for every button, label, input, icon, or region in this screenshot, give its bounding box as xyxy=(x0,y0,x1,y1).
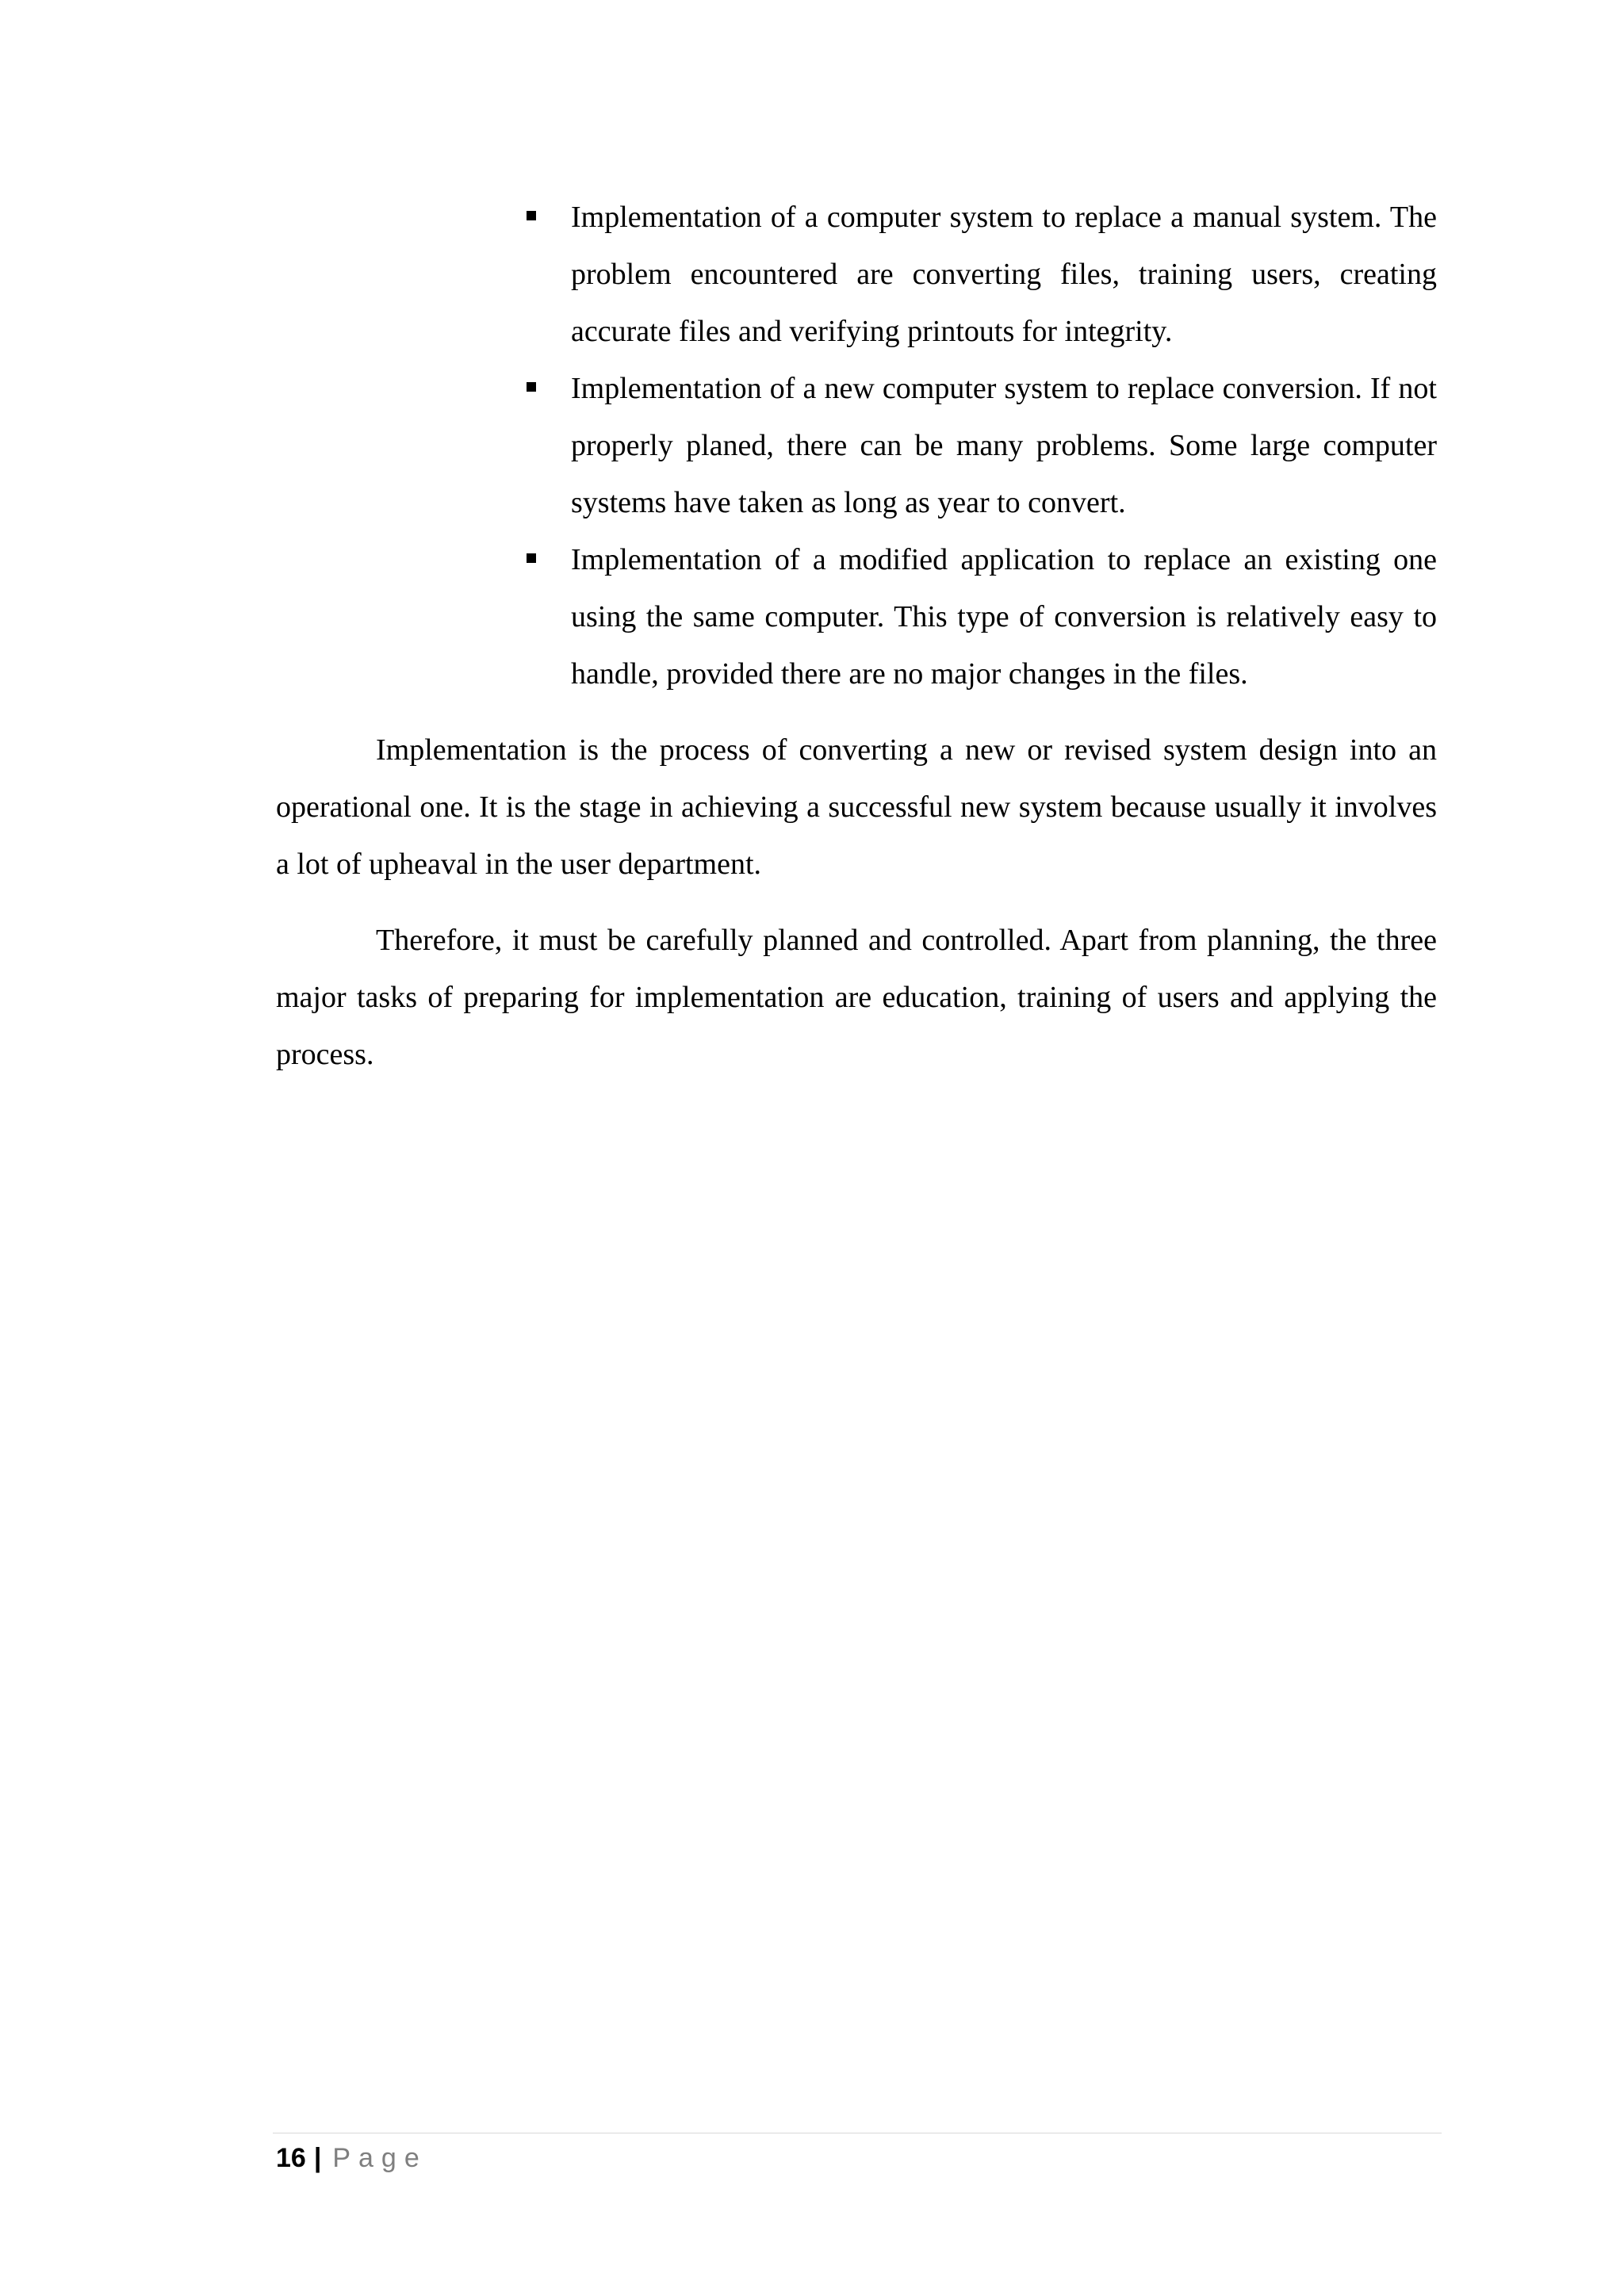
bullet-list xyxy=(571,189,1437,702)
page-content xyxy=(276,189,1437,1083)
bullet-text: Implementation of a new computer system to replace conversion. If not properly planed, there can be many problems. Some large computer systems have taken as long as year to convert. xyxy=(571,372,1437,519)
square-bullet-icon xyxy=(527,553,536,563)
square-bullet-icon xyxy=(527,382,536,392)
page-number: 16 xyxy=(276,2143,306,2173)
footer-separator: | xyxy=(313,2143,322,2173)
page-footer xyxy=(276,2136,427,2180)
bullet-item xyxy=(571,360,1437,531)
body-paragraph: Therefore, it must be carefully planned and controlled. Apart from planning, the three major tasks of preparing for implementation are education, training of users and applying the process. xyxy=(276,924,1437,1071)
bullet-text: Implementation of a modified application to replace an existing one using the same computer. This type of conversion is relatively easy to handle, provided there are no major changes in the files. xyxy=(571,543,1437,691)
bullet-item xyxy=(571,189,1437,360)
bullet-text: Implementation of a computer system to replace a manual system. The problem encountered are converting files, training users, creating accurate files and verifying printouts for integrity. xyxy=(571,201,1437,348)
square-bullet-icon xyxy=(527,211,536,220)
bullet-item xyxy=(571,531,1437,702)
body-paragraph: Implementation is the process of converting a new or revised system design into an operational one. It is the stage in achieving a successful new system because usually it involves a lot of upheaval in the user department. xyxy=(276,733,1437,881)
page-label: Page xyxy=(332,2143,427,2173)
